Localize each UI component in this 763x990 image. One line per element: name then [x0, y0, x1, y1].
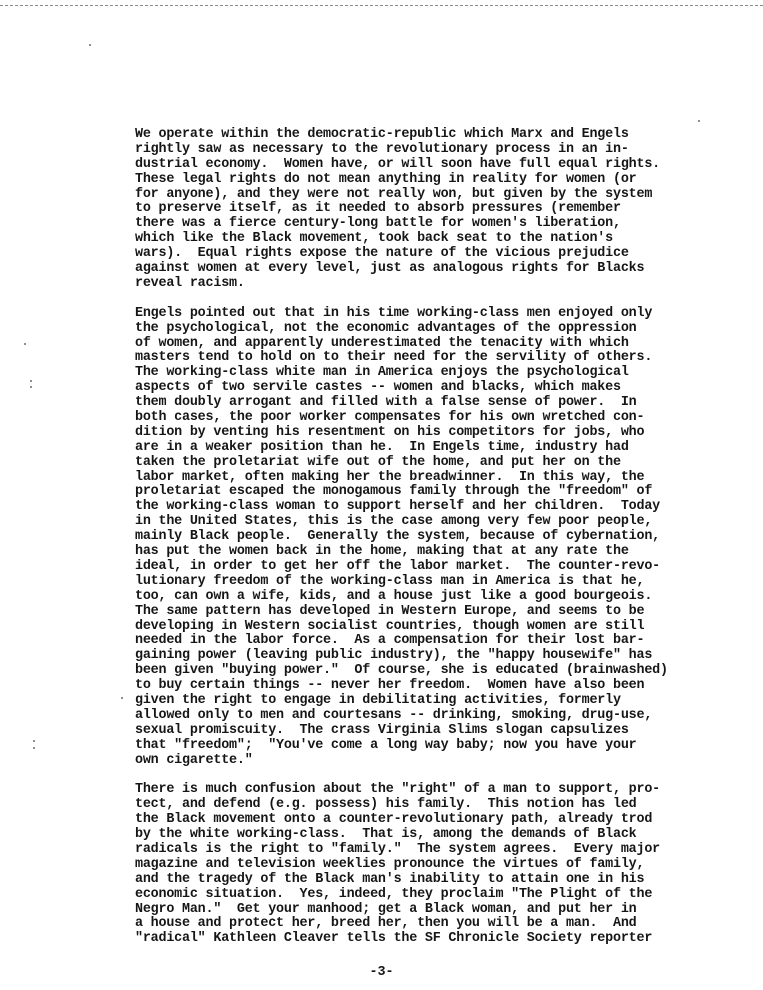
text-line: allowed only to men and courtesans -- drinking, smoking, drug-use, [135, 707, 653, 723]
paragraph-gap [135, 292, 757, 307]
text-line: labor market, often making her the breadwinner. In this way, the [135, 469, 645, 485]
text-line: wars). Equal rights expose the nature of the vicious prejudice [135, 246, 629, 262]
text-line: aspects of two servile castes -- women and blacks, which makes [135, 380, 621, 396]
paragraph [135, 128, 757, 292]
text-line: economic situation. Yes, indeed, they proclaim "The Plight of the [135, 886, 653, 902]
text-line: The working-class white man in America enjoys the psychological [135, 365, 629, 381]
text-line: The same pattern has developed in Western Europe, and seems to be [135, 603, 645, 619]
text-line: has put the women back in the home, making that at any rate the [135, 544, 629, 560]
text-line: the Black movement onto a counter-revolutionary path, already trod [135, 812, 653, 828]
text-line: in the United States, this is the case among very few poor people, [135, 514, 653, 530]
paragraph [135, 307, 757, 769]
paragraph-gap [135, 768, 757, 783]
text-line: are in a weaker position than he. In Engels time, industry had [135, 439, 629, 455]
scan-speck [33, 747, 35, 749]
text-line: to preserve itself, as it needed to absorb pressures (remember [135, 201, 621, 217]
text-line: of women, and apparently underestimated the tenacity with which [135, 335, 629, 351]
text-line: against women at every level, just as analogous rights for Blacks [135, 261, 645, 277]
text-line: and the tragedy of the Black man's inability to attain one in his [135, 871, 645, 887]
text-line: the working-class woman to support herself and her children. Today [135, 499, 660, 515]
text-line: proletariat escaped the monogamous family through the "freedom" of [135, 484, 653, 500]
text-line: These legal rights do not mean anything in reality for women (or [135, 171, 637, 187]
text-line: too, can own a wife, kids, and a house just like a good bourgeois. [135, 588, 653, 604]
text-line: rightly saw as necessary to the revolutionary process in an in- [135, 141, 629, 157]
text-line: own cigarette." [135, 752, 253, 768]
text-line: given the right to engage in debilitating activities, formerly [135, 692, 621, 708]
text-line: There is much confusion about the "right" of a man to support, pro- [135, 782, 660, 798]
text-line: dition by venting his resentment on his competitors for jobs, who [135, 424, 645, 440]
text-line: dustrial economy. Women have, or will soon have full equal rights. [135, 156, 660, 172]
scan-speck [24, 343, 26, 345]
scan-speck [698, 120, 700, 122]
text-line: been given "buying power." Of course, she is educated (brainwashed) [135, 663, 668, 679]
text-line: both cases, the poor worker compensates for his own wretched con- [135, 410, 645, 426]
scan-speck [121, 697, 123, 699]
text-line: them doubly arrogant and filled with a false sense of power. In [135, 395, 637, 411]
text-line: needed in the labor force. As a compensation for their lost bar- [135, 633, 645, 649]
scan-speck [30, 380, 32, 382]
text-line: to buy certain things -- never her freedom. Women have also been [135, 678, 645, 694]
text-line: Negro Man." Get your manhood; get a Black woman, and put her in [135, 901, 637, 917]
text-line: mainly Black people. Generally the system, because of cybernation, [135, 529, 660, 545]
text-line: that "freedom"; "You've come a long way baby; now you have your [135, 737, 637, 753]
text-line: radicals is the right to "family." The system agrees. Every major [135, 841, 660, 857]
body-text [135, 128, 757, 947]
text-line: taken the proletariat wife out of the home, and put her on the [135, 454, 621, 470]
top-edge-rule [0, 5, 763, 6]
text-line: masters tend to hold on to their need for the servility of others. [135, 350, 653, 366]
text-line: We operate within the democratic-republic which Marx and Engels [135, 127, 629, 142]
text-line: Engels pointed out that in his time working-class men enjoyed only [135, 305, 653, 321]
scan-speck [89, 44, 91, 46]
text-line: sexual promiscuity. The crass Virginia Slims slogan capsulizes [135, 722, 629, 738]
scan-speck [33, 740, 35, 742]
paragraph [135, 783, 757, 947]
text-line: "radical" Kathleen Cleaver tells the SF Chronicle Society reporter [135, 931, 653, 947]
page-number: -3- [369, 965, 394, 980]
scan-speck [30, 386, 32, 388]
text-line: ideal, in order to get her off the labor market. The counter-revo- [135, 558, 660, 574]
text-line: for anyone), and they were not really won, but given by the system [135, 186, 653, 202]
text-line: lutionary freedom of the working-class man in America is that he, [135, 573, 645, 589]
text-line: which like the Black movement, took back seat to the nation's [135, 231, 613, 247]
text-line: developing in Western socialist countries, though women are still [135, 618, 645, 634]
text-line: magazine and television weeklies pronounce the virtues of family, [135, 856, 645, 872]
text-line: a house and protect her, breed her, then you will be a man. And [135, 916, 637, 932]
text-line: the psychological, not the economic advantages of the oppression [135, 320, 637, 336]
text-line: tect, and defend (e.g. possess) his family. This notion has led [135, 797, 637, 813]
text-line: reveal racism. [135, 275, 245, 291]
text-line: gaining power (leaving public industry), the "happy housewife" has [135, 648, 653, 664]
text-line: by the white working-class. That is, among the demands of Black [135, 827, 637, 843]
text-line: there was a fierce century-long battle for women's liberation, [135, 216, 621, 232]
